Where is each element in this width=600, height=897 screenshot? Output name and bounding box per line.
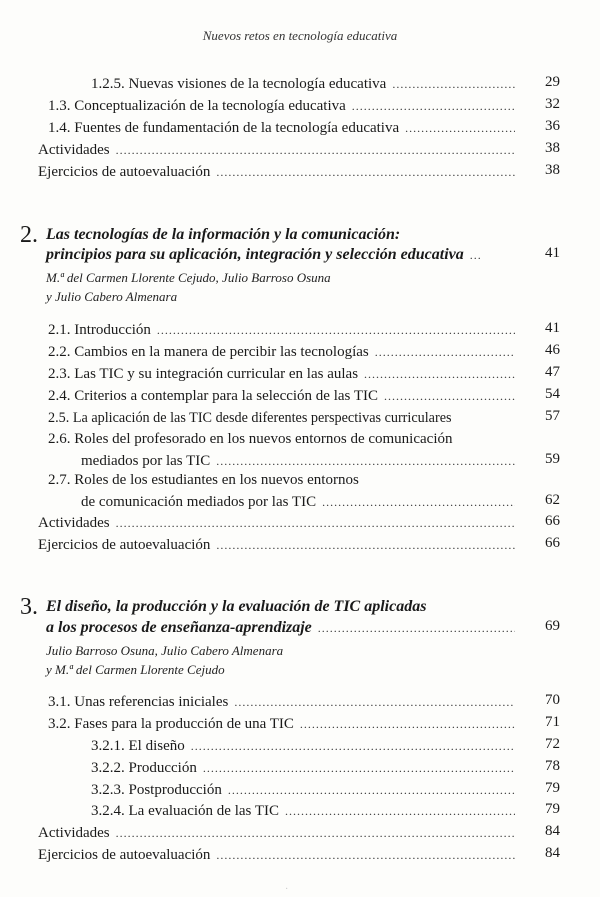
page-number: 70 <box>545 692 560 708</box>
toc-entry: 3.2. Fases para la producción de una TIC ..... <box>48 714 521 734</box>
page-number: 54 <box>545 386 560 402</box>
page-number: 84 <box>545 823 560 839</box>
toc-entry: 3.2.1. El diseño ..... <box>91 736 521 756</box>
toc-entry: Actividades ..... <box>38 823 521 843</box>
toc-entry: 1.4. Fuentes de fundamentación de la tecnología educativa ..... <box>48 118 521 138</box>
page-number: 69 <box>545 618 560 634</box>
toc-entry: 1.2.5. Nuevas visiones de la tecnología educativa ..... <box>91 74 521 94</box>
page-number: 66 <box>545 535 560 551</box>
toc-entry: Ejercicios de autoevaluación ..... <box>38 535 521 555</box>
page-number: 47 <box>545 364 560 380</box>
chapter-title: El diseño, la producción y la evaluación de TIC aplicadas <box>46 598 427 615</box>
page-number: 41 <box>545 320 560 336</box>
page-number: 78 <box>545 758 560 774</box>
toc-entry: 2.2. Cambios en la manera de percibir las tecnologías ..... <box>48 342 521 362</box>
page-number: 46 <box>545 342 560 358</box>
page-number: 41 <box>545 245 560 261</box>
chapter-number: 2. <box>20 222 38 248</box>
toc-entry: 3.1. Unas referencias iniciales ..... <box>48 692 521 712</box>
toc-entry: 3.2.3. Postproducción ..... <box>91 780 521 800</box>
toc-entry: 3.2.4. La evaluación de las TIC ..... <box>91 801 521 821</box>
chapter-authors: M.ª del Carmen Llorente Cejudo, Julio Barroso Osuna <box>46 270 331 285</box>
running-header: Nuevos retos en tecnología educativa <box>202 28 398 43</box>
toc-entry: mediados por las TIC ..... <box>81 451 521 471</box>
toc-entry: 2.3. Las TIC y su integración curricular en las aulas ..... <box>48 364 521 384</box>
page-number: 79 <box>545 801 560 817</box>
toc-entry: 1.3. Conceptualización de la tecnología educativa ..... <box>48 96 521 116</box>
page-number: 71 <box>545 714 560 730</box>
page-number: 79 <box>545 780 560 796</box>
toc-entry-line: 2.7. Roles de los estudiantes en los nuevos entornos <box>48 472 359 488</box>
page-number: 72 <box>545 736 560 752</box>
chapter-title-line: principios para su aplicación, integración y selección educativa ..... <box>46 244 521 266</box>
page-number: 59 <box>545 451 560 467</box>
page-number: 36 <box>545 118 560 134</box>
page-number: 62 <box>545 492 560 508</box>
chapter-authors: y Julio Cabero Almenara <box>46 289 178 304</box>
chapter-authors: y M.ª del Carmen Llorente Cejudo <box>46 662 225 677</box>
toc-entry: Actividades ..... <box>38 140 521 160</box>
chapter-title-line: a los procesos de enseñanza-aprendizaje ..... <box>46 617 521 639</box>
toc-entry: de comunicación mediados por las TIC ..... <box>81 492 521 512</box>
chapter-number: 3. <box>20 594 38 620</box>
page-number: 57 <box>545 408 560 424</box>
toc-entry: Actividades ..... <box>38 513 521 533</box>
chapter-title: Las tecnologías de la información y la comunicación: <box>46 226 401 243</box>
page-number: 38 <box>545 140 560 156</box>
toc-entry: 3.2.2. Producción ..... <box>91 758 521 778</box>
toc-entry: 2.4. Criterios a contemplar para la selección de las TIC ..... <box>48 386 521 406</box>
page-number: 38 <box>545 162 560 178</box>
page-number: 66 <box>545 513 560 529</box>
toc-entry-line: 2.6. Roles del profesorado en los nuevos entornos de comunicación <box>48 431 453 447</box>
page-number: 29 <box>545 74 560 90</box>
page-mark: · <box>285 884 289 895</box>
chapter-authors: Julio Barroso Osuna, Julio Cabero Almenara <box>46 643 284 658</box>
page-number: 84 <box>545 845 560 861</box>
toc-entry: 2.1. Introducción ..... <box>48 320 521 340</box>
toc-entry: 2.5. La aplicación de las TIC desde diferentes perspectivas curriculares <box>48 410 452 426</box>
toc-entry: Ejercicios de autoevaluación ..... <box>38 845 521 865</box>
page-number: 32 <box>545 96 560 112</box>
toc-entry: Ejercicios de autoevaluación ..... <box>38 162 521 182</box>
